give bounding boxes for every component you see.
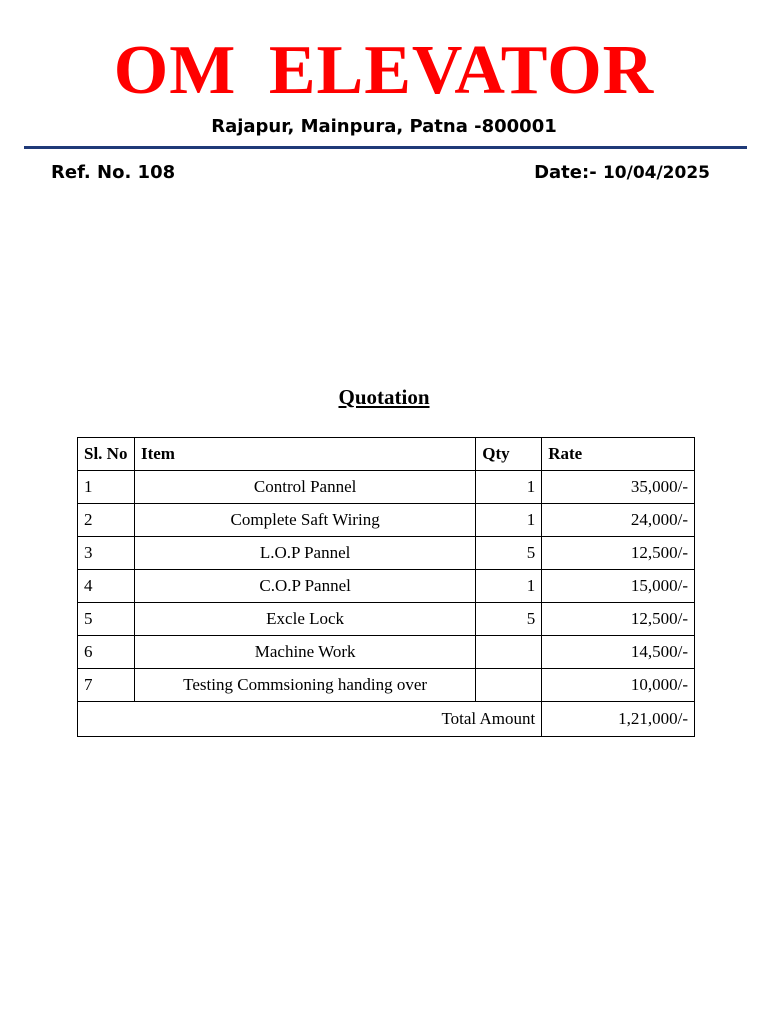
total-amount-value: 1,21,000/- — [542, 702, 695, 737]
row-rate: 14,500/- — [542, 636, 695, 669]
row-rate: 35,000/- — [542, 471, 695, 504]
reference-number: Ref. No. 108 — [51, 162, 176, 183]
table-row — [78, 603, 695, 636]
row-qty: 1 — [476, 570, 542, 603]
total-amount-label: Total Amount — [78, 702, 542, 737]
row-qty — [476, 669, 542, 702]
header-item: Item — [134, 438, 475, 471]
row-qty — [476, 636, 542, 669]
row-qty: 1 — [476, 504, 542, 537]
row-sl-no: 1 — [78, 471, 135, 504]
document-title: Quotation — [338, 385, 430, 409]
row-sl-no: 2 — [78, 504, 135, 537]
row-rate: 10,000/- — [542, 669, 695, 702]
table-row — [78, 669, 695, 702]
company-address: Rajapur, Mainpura, Patna -800001 — [211, 116, 557, 137]
row-item: Machine Work — [134, 636, 475, 669]
row-rate: 12,500/- — [542, 603, 695, 636]
row-qty: 5 — [476, 537, 542, 570]
header-rate: Rate — [542, 438, 695, 471]
date-label: Date:- — [534, 162, 597, 183]
row-item: Complete Saft Wiring — [134, 504, 475, 537]
row-sl-no: 5 — [78, 603, 135, 636]
header-qty: Qty — [476, 438, 542, 471]
table-row — [78, 636, 695, 669]
company-name: OM ELEVATOR — [113, 32, 655, 109]
row-rate: 12,500/- — [542, 537, 695, 570]
total-row — [78, 702, 695, 737]
table-header-row — [78, 438, 695, 471]
date-line — [534, 160, 710, 186]
quotation-table — [77, 437, 695, 737]
row-item: Excle Lock — [134, 603, 475, 636]
row-sl-no: 3 — [78, 537, 135, 570]
row-qty: 5 — [476, 603, 542, 636]
table-row — [78, 471, 695, 504]
row-item: L.O.P Pannel — [134, 537, 475, 570]
header-sl-no: Sl. No — [78, 438, 135, 471]
row-item: Control Pannel — [134, 471, 475, 504]
row-rate: 24,000/- — [542, 504, 695, 537]
table-row — [78, 537, 695, 570]
date-value: 10/04/2025 — [602, 163, 710, 183]
table-row — [78, 570, 695, 603]
header-divider — [24, 146, 747, 149]
row-item: C.O.P Pannel — [134, 570, 475, 603]
row-sl-no: 6 — [78, 636, 135, 669]
row-rate: 15,000/- — [542, 570, 695, 603]
table-row — [78, 504, 695, 537]
row-qty: 1 — [476, 471, 542, 504]
row-sl-no: 7 — [78, 669, 135, 702]
row-sl-no: 4 — [78, 570, 135, 603]
row-item: Testing Commsioning handing over — [134, 669, 475, 702]
